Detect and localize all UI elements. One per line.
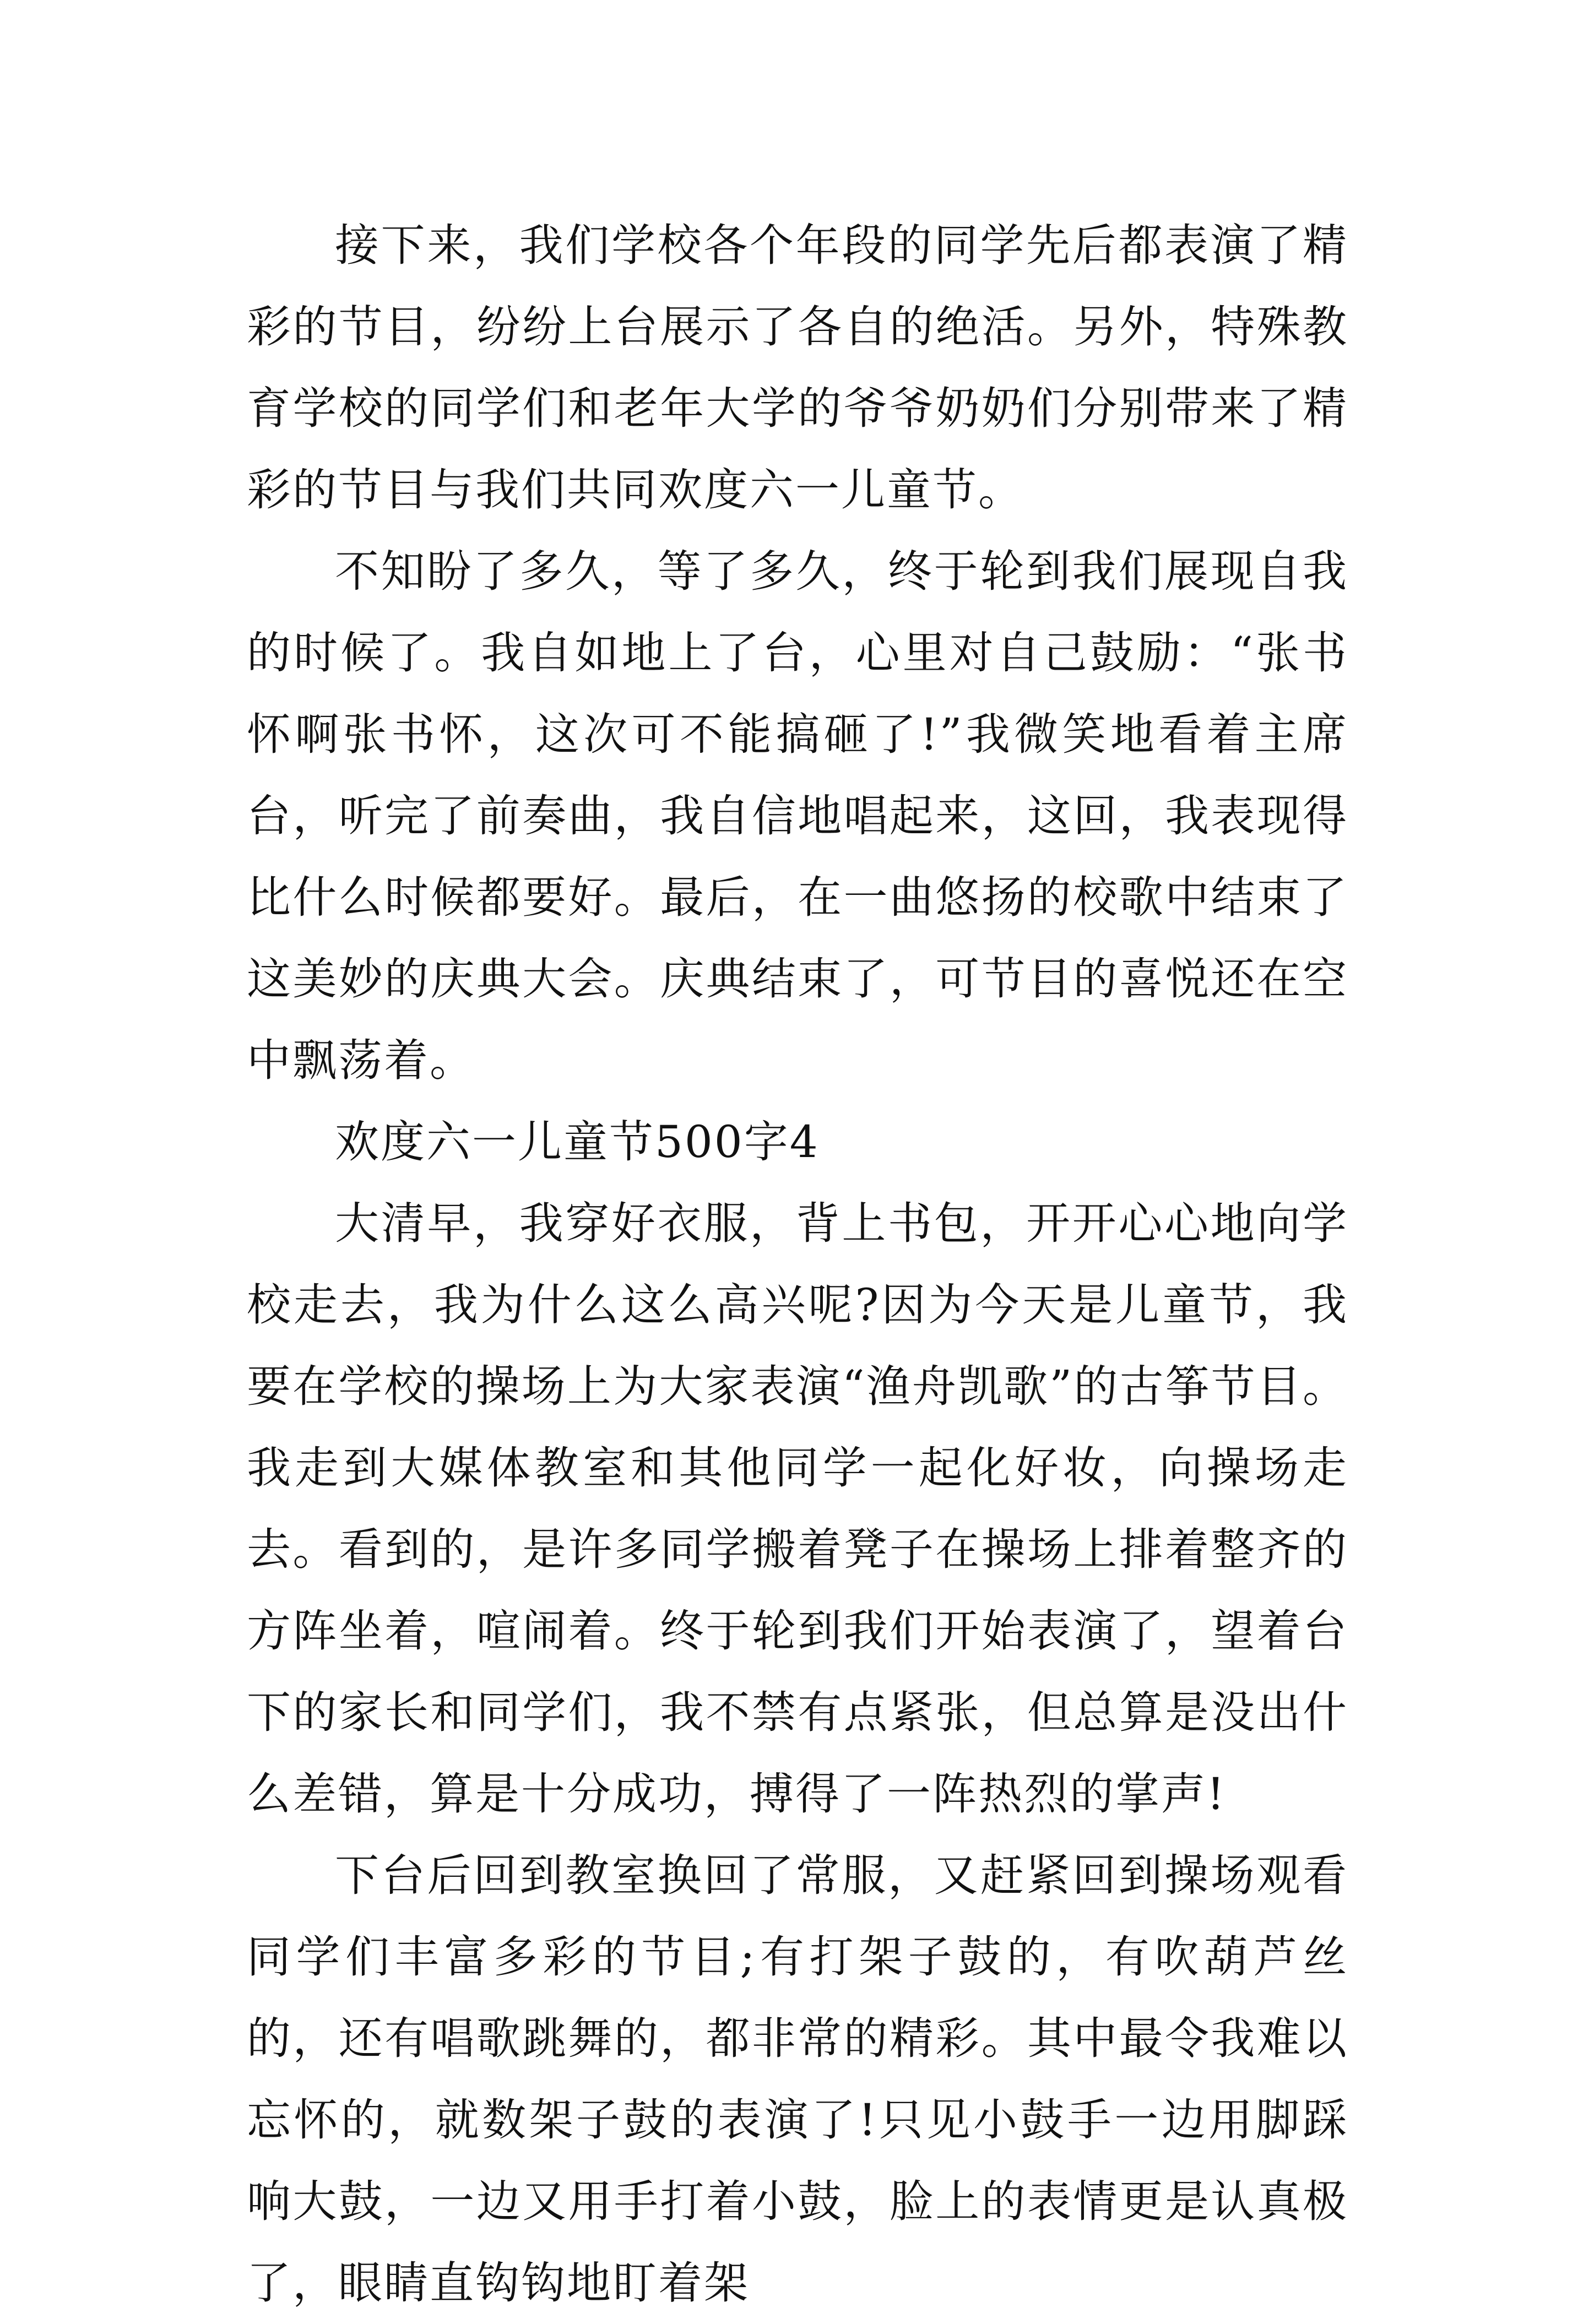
section-heading: 欢度六一儿童节500字4 xyxy=(335,1116,820,1168)
paragraph-1: 接下来，我们学校各个年段的同学先后都表演了精彩的节目，纷纷上台展示了各自的绝活。另外，特殊教育学校的同学们和老年大学的爷爷奶奶们分别带来了精彩的节目与我们共同欢度六一儿童节。 xyxy=(247,220,1348,515)
paragraph-3: 大清早，我穿好衣服，背上书包，开开心心地向学校走去，我为什么这么高兴呢?因为今天是儿童节，我要在学校的操场上为大家表演“渔舟凯歌”的古筝节目。我走到大媒体教室和其他同学一起化好妆，向操场走去。看到的，是许多同学搬着凳子在操场上排着整齐的方阵坐着，喧闹着。终于轮到我们开始表演了，望着台下的家长和同学们，我不禁有点紧张，但总算是没出什么差错，算是十分成功，搏得了一阵热烈的掌声! xyxy=(247,1198,1348,1820)
paragraph-2: 不知盼了多久，等了多久，终于轮到我们展现自我的时候了。我自如地上了台，心里对自己鼓励：“张书怀啊张书怀，这次可不能搞砸了!”我微笑地看着主席台，听完了前奏曲，我自信地唱起来，这回，我表现得比什么时候都要好。最后，在一曲悠扬的校歌中结束了这美妙的庆典大会。庆典结束了，可节目的喜悦还在空中飘荡着。 xyxy=(247,546,1348,1086)
document-body xyxy=(247,205,1348,2324)
paragraph-4: 下台后回到教室换回了常服，又赶紧回到操场观看同学们丰富多彩的节目;有打架子鼓的，有吹葫芦丝的，还有唱歌跳舞的，都非常的精彩。其中最令我难以忘怀的，就数架子鼓的表演了!只见小鼓手一边用脚踩响大鼓，一边又用手打着小鼓，脸上的表情更是认真极了，眼睛直钩钩地盯着架 xyxy=(247,1850,1348,2309)
